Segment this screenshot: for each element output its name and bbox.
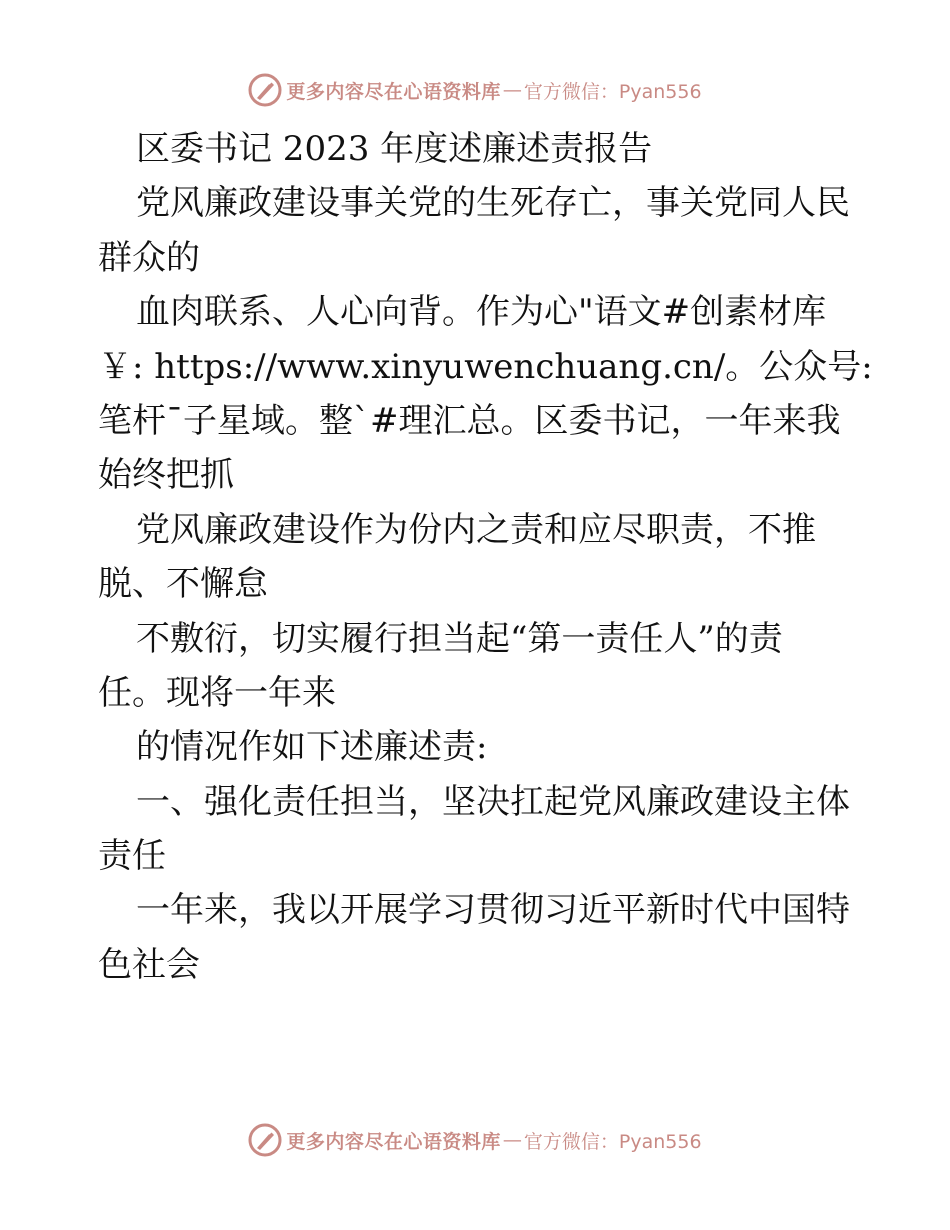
watermark-text: 更多内容尽在心语资料库 [286, 1130, 501, 1153]
header-watermark [0, 70, 950, 110]
text-line: 任。现将一年来 [98, 672, 336, 713]
text-line: 一年来，我以开展学习贯彻习近平新时代中国特 [136, 890, 850, 931]
footer-watermark [0, 1120, 950, 1160]
text-line: 色社会 [98, 944, 200, 985]
text-line: 党风廉政建设作为份内之责和应尽职责，不推 [136, 509, 816, 550]
quill-logo-icon [248, 73, 282, 107]
text-line: 脱、不懈怠 [98, 564, 268, 605]
watermark-text: 更多内容尽在心语资料库 [286, 80, 501, 103]
text-line: 血肉联系、人心向背。作为心"语文#创素材库 [136, 292, 827, 333]
quill-logo-icon [248, 1123, 282, 1157]
text-line: 群众的 [98, 237, 200, 278]
document-body [98, 122, 898, 992]
watermark-separator: — [502, 79, 522, 101]
text-line: 党风廉政建设事关党的生死存亡，事关党同人民 [136, 183, 850, 224]
watermark-suffix: 官方微信：Pyan556 [523, 1130, 702, 1153]
text-line: 责任 [98, 836, 166, 877]
document-title: 区委书记 2023 年度述廉述责报告 [136, 129, 653, 169]
watermark-suffix: 官方微信：Pyan556 [523, 80, 702, 103]
watermark-separator: — [502, 1129, 522, 1151]
text-line: 不敷衍，切实履行担当起“第一责任人”的责 [136, 618, 783, 659]
text-line: 的情况作如下述廉述责: [136, 727, 488, 768]
text-line: ￥: https://www.xinyuwenchuang.cn/。公众号: [98, 346, 873, 387]
text-line: 笔杆¯子星域。整`#理汇总。区委书记，一年来我 [98, 400, 841, 441]
text-line: 始终把抓 [98, 455, 234, 496]
section-heading: 一、强化责任担当，坚决扛起党风廉政建设主体 [136, 781, 850, 822]
